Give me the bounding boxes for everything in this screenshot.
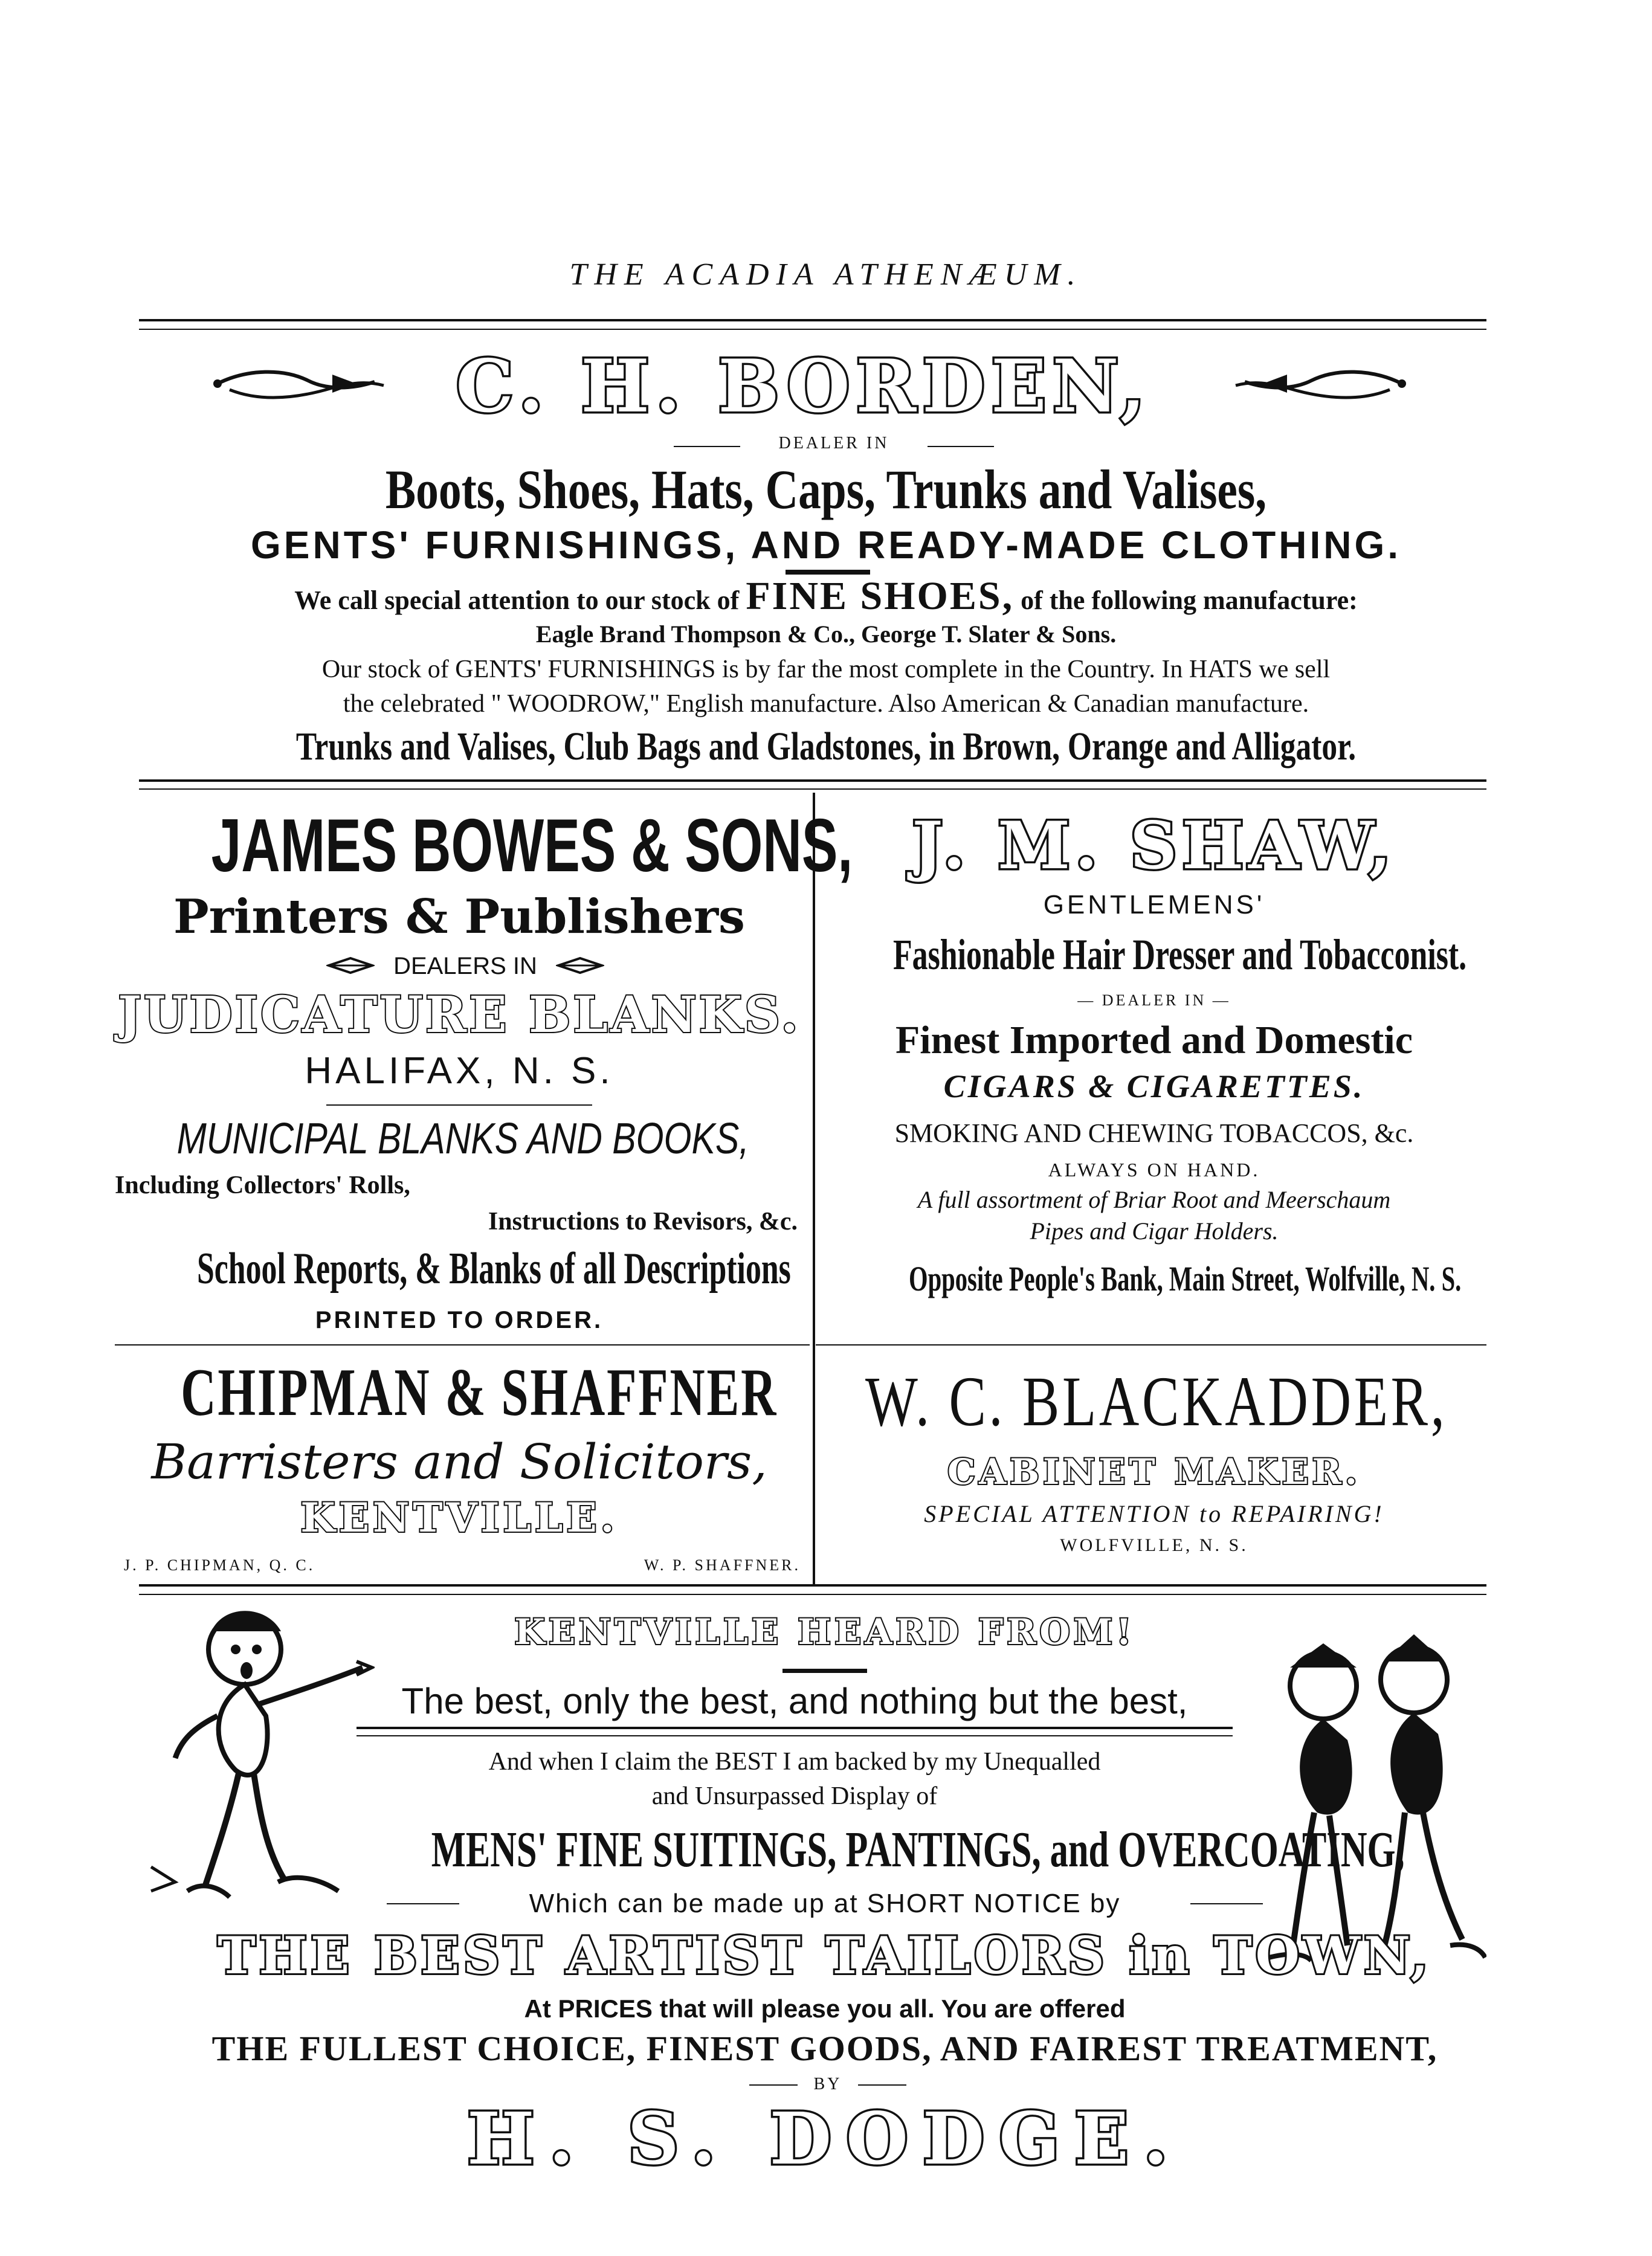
dodge-claim-line2: and Unsurpassed Display of — [651, 1782, 938, 1810]
borden-brands-line: Eagle Brand Thompson & Co., George T. Slater & Sons. — [535, 620, 1117, 648]
bowes-business-name: JAMES BOWES & SONS, — [211, 804, 853, 888]
bowes-including: Including Collectors' Rolls, — [115, 1172, 410, 1199]
dodge-fullest-line: THE FULLEST CHOICE, FINEST GOODS, AND FAIREST TREATMENT, — [211, 2029, 1438, 2068]
blackadder-town: WOLFVILLE, N. S. — [1060, 1535, 1248, 1555]
shaw-pipes: Pipes and Cigar Holders. — [1030, 1217, 1279, 1245]
chipman-business-name: CHIPMAN & SHAFFNER — [181, 1355, 778, 1430]
shaw-gentlemens: GENTLEMENS' — [1043, 890, 1265, 920]
blackadder-business-name: W. C. BLACKADDER, — [865, 1362, 1448, 1441]
dodge-by-right-dash — [858, 2084, 906, 2086]
right-flourish-ornament — [1227, 356, 1408, 411]
bowes-right-pointer — [556, 955, 604, 976]
page-header-title: THE ACADIA ATHENÆUM. — [569, 257, 1083, 292]
left-flourish-ornament — [211, 356, 393, 411]
shaw-smoking: SMOKING AND CHEWING TOBACCOS, &c. — [894, 1118, 1414, 1148]
dealer-in-left-dash — [674, 446, 740, 447]
shaw-trade: Fashionable Hair Dresser and Tobacconist. — [893, 930, 1467, 979]
borden-attention-text: We call special attention to our stock of — [294, 585, 740, 615]
dodge-proprietor-name: H. S. DODGE. — [466, 2096, 1183, 2180]
dodge-best-underline-thin — [357, 1735, 1233, 1736]
bowes-printed-to-order: PRINTED TO ORDER. — [315, 1307, 604, 1333]
borden-stock-line: Our stock of GENTS' FURNISHINGS is by far the most complete in the Country. In HATS we sell — [321, 656, 1331, 683]
borden-fine-shoes: FINE SHOES, — [746, 574, 1015, 618]
dodge-by-left-dash — [749, 2084, 798, 2086]
blackadder-trade: CABINET MAKER. — [947, 1451, 1361, 1492]
dodge-headline: KENTVILLE HEARD FROM! — [514, 1611, 1135, 1652]
dodge-best-line: The best, only the best, and nothing but the best, — [401, 1681, 1188, 1721]
chipman-right-partner: W. P. SHAFFNER. — [644, 1556, 801, 1574]
dodge-which-left-dash — [387, 1903, 459, 1904]
dodge-best-underline — [357, 1727, 1233, 1729]
columns-bottom-rule — [139, 1584, 1486, 1587]
dealer-in-right-dash — [928, 446, 994, 447]
chipman-left-partner: J. P. CHIPMAN, Q. C. — [124, 1556, 315, 1574]
borden-business-name: C. H. BORDEN, — [456, 344, 1152, 429]
header-rule-top — [139, 319, 1486, 321]
dodge-tailors-line: THE BEST ARTIST TAILORS in TOWN, — [218, 1926, 1432, 1985]
borden-bottom-rule-thin — [139, 788, 1486, 790]
bowes-subtitle: Printers & Publishers — [173, 889, 745, 944]
dodge-headline-bar — [782, 1669, 867, 1673]
shaw-address: Opposite People's Bank, Main Street, Wolfville, N. S. — [909, 1259, 1462, 1298]
left-cartoon-figure — [139, 1607, 375, 1909]
bowes-instructions: Instructions to Revisors, &c. — [488, 1208, 798, 1236]
column-divider — [813, 793, 815, 1584]
borden-woodrow-line: the celebrated " WOODROW," English manufacture. Also American & Canadian manufacture. — [343, 690, 1309, 718]
dodge-mens-line: MENS' FINE SUITINGS, PANTINGS, and OVERCOATING, — [431, 1822, 1405, 1878]
bowes-dealers-in: DEALERS IN — [393, 953, 537, 979]
chipman-town: KENTVILLE. — [300, 1494, 618, 1541]
header-rule-bottom — [139, 329, 1486, 330]
dodge-which-line: Which can be made up at SHORT NOTICE by — [529, 1889, 1121, 1918]
bowes-left-pointer — [326, 955, 375, 976]
shaw-business-name: J. M. SHAW, — [912, 808, 1396, 884]
bowes-city: HALIFAX, N. S. — [305, 1050, 614, 1092]
borden-fine-shoes-line — [101, 574, 1551, 620]
borden-manufacture-text: of the following manufacture: — [1021, 585, 1358, 615]
borden-goods-line: Boots, Shoes, Hats, Caps, Trunks and Valises, — [385, 459, 1267, 520]
bowes-school-reports: School Reports, & Blanks of all Descriptions — [197, 1244, 791, 1294]
dodge-by: BY — [813, 2075, 842, 2093]
borden-bottom-rule — [139, 779, 1486, 782]
shaw-always: ALWAYS ON HAND. — [1048, 1159, 1260, 1181]
dodge-claim-line1: And when I claim the BEST I am backed by my Unequalled — [488, 1748, 1101, 1776]
shaw-finest: Finest Imported and Domestic — [895, 1018, 1413, 1062]
borden-trunks-line: Trunks and Valises, Club Bags and Gladstones, in Brown, Orange and Alligator. — [295, 724, 1357, 769]
bowes-divider — [326, 1104, 592, 1106]
borden-furnishings-line: GENTS' FURNISHINGS, AND READY-MADE CLOTHING. — [251, 523, 1401, 567]
left-column-mid-rule — [115, 1344, 810, 1346]
right-cartoon-figures — [1257, 1631, 1486, 1970]
bowes-judicature-blanks: JUDICATURE BLANKS. — [118, 986, 801, 1044]
shaw-dealer-in: — DEALER IN — — [1077, 991, 1231, 1009]
borden-dealer-in: DEALER IN — [778, 434, 889, 453]
dodge-prices-line: At PRICES that will please you all. You are offered — [524, 1994, 1126, 2023]
bowes-municipal: MUNICIPAL BLANKS AND BOOKS, — [176, 1115, 749, 1163]
shaw-assortment: A full assortment of Briar Root and Meerschaum — [917, 1186, 1391, 1213]
columns-bottom-rule-thin — [139, 1594, 1486, 1595]
right-column-mid-rule — [816, 1344, 1486, 1346]
chipman-subtitle: Barristers and Solicitors, — [151, 1434, 767, 1490]
shaw-cigars: CIGARS & CIGARETTES. — [943, 1068, 1365, 1104]
blackadder-special: SPECIAL ATTENTION to REPAIRING! — [924, 1500, 1384, 1527]
dodge-which-right-dash — [1190, 1903, 1263, 1904]
